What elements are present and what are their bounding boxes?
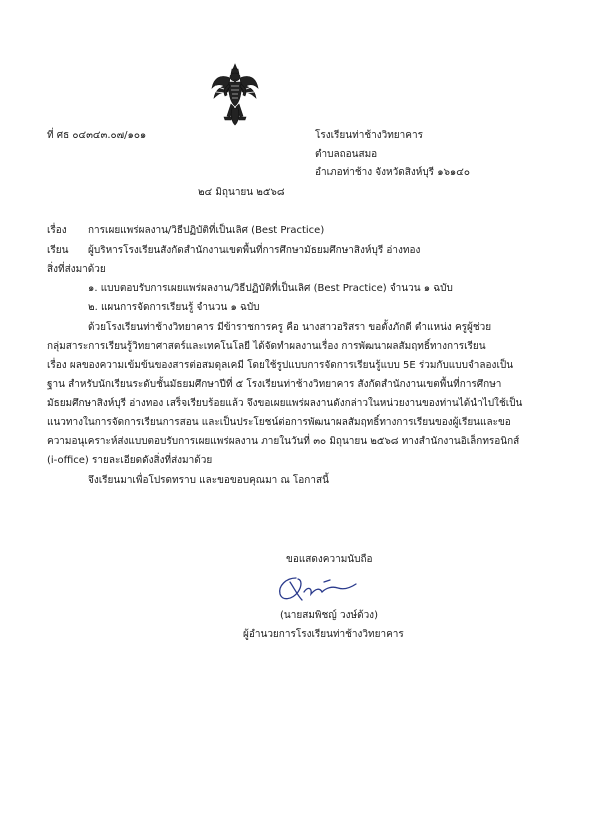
body-line: (i-office) รายละเอียดดังสิ่งที่ส่งมาด้วย bbox=[47, 455, 213, 466]
sender-district: อำเภอท่าช้าง จังหวัดสิงห์บุรี ๑๖๑๔๐ bbox=[315, 167, 470, 178]
signature-image bbox=[268, 574, 360, 606]
body-line: กลุ่มสาระการเรียนรู้วิทยาศาสตร์และเทคโนโลยี ได้จัดทำผลงานเรื่อง การพัฒนาผลสัมฤทธิ์ทางการเรียน bbox=[47, 341, 486, 352]
subject-text: การเผยแพร่ผลงาน/วิธีปฏิบัติที่เป็นเลิศ (Best Practice) bbox=[88, 225, 325, 236]
garuda-emblem-icon bbox=[210, 62, 260, 126]
sender-school: โรงเรียนท่าช้างวิทยาคาร bbox=[315, 130, 423, 141]
body-line: ฐาน สำหรับนักเรียนระดับชั้นมัธยมศึกษาปีที่ ๕ โรงเรียนท่าช้างวิทยาคาร สังกัดสำนักงานเขตพื้นที่การศึกษา bbox=[47, 379, 502, 390]
salutation: ขอแสดงความนับถือ bbox=[286, 554, 373, 565]
body-line: เรื่อง ผลของความเข้มข้นของสารต่อสมดุลเคมี โดยใช้รูปแบบการจัดการเรียนรู้แบบ 5E ร่วมกับแบบจำลองเป็น bbox=[47, 360, 514, 371]
body-line: ความอนุเคราะห์ส่งแบบตอบรับการเผยแพร่ผลงาน ภายในวันที่ ๓๐ มิถุนายน ๒๕๖๘ ทางสำนักงานอิเล็กทรอนิกส์ bbox=[47, 436, 520, 447]
sender-subdistrict: ตำบลถอนสมอ bbox=[315, 149, 378, 160]
body-line: ด้วยโรงเรียนท่าช้างวิทยาคาร มีข้าราชการครู คือ นางสาวอริสรา ขอตั้งภักดี ตำแหน่ง ครูผู้ช่วย bbox=[88, 322, 492, 333]
signatory-title: ผู้อำนวยการโรงเรียนท่าช้างวิทยาคาร bbox=[243, 629, 404, 640]
enclosure-item: ๑. แบบตอบรับการเผยแพร่ผลงาน/วิธีปฏิบัติที่เป็นเลิศ (Best Practice) จำนวน ๑ ฉบับ bbox=[88, 283, 453, 294]
body-line: แนวทางในการจัดการเรียนการสอน และเป็นประโยชน์ต่อการพัฒนาผลสัมฤทธิ์ทางการเรียนของผู้เรียนและขอ bbox=[47, 417, 511, 428]
body-line: มัธยมศึกษาสิงห์บุรี อ่างทอง เสร็จเรียบร้อยแล้ว จึงขอเผยแพร่ผลงานดังกล่าวในหน่วยงานของท่านได้นำไปใช้เป็น bbox=[47, 398, 523, 409]
signatory-name: (นายสมพิชญ์ วงษ์ด้วง) bbox=[280, 610, 378, 621]
to-text: ผู้บริหารโรงเรียนสังกัดสำนักงานเขตพื้นที่การศึกษามัธยมศึกษาสิงห์บุรี อ่างทอง bbox=[88, 245, 421, 256]
enclosures-label: สิ่งที่ส่งมาด้วย bbox=[47, 264, 106, 275]
subject-label: เรื่อง bbox=[47, 225, 67, 236]
closing-request: จึงเรียนมาเพื่อโปรดทราบ และขอขอบคุณมา ณ โอกาสนี้ bbox=[88, 475, 329, 486]
to-label: เรียน bbox=[47, 245, 69, 256]
letter-date: ๒๔ มิถุนายน ๒๕๖๘ bbox=[198, 187, 285, 198]
enclosure-item: ๒. แผนการจัดการเรียนรู้ จำนวน ๑ ฉบับ bbox=[88, 302, 260, 313]
reference-number: ที่ ศธ ๐๔๓๔๓.๐๗/๑๐๑ bbox=[47, 130, 147, 141]
